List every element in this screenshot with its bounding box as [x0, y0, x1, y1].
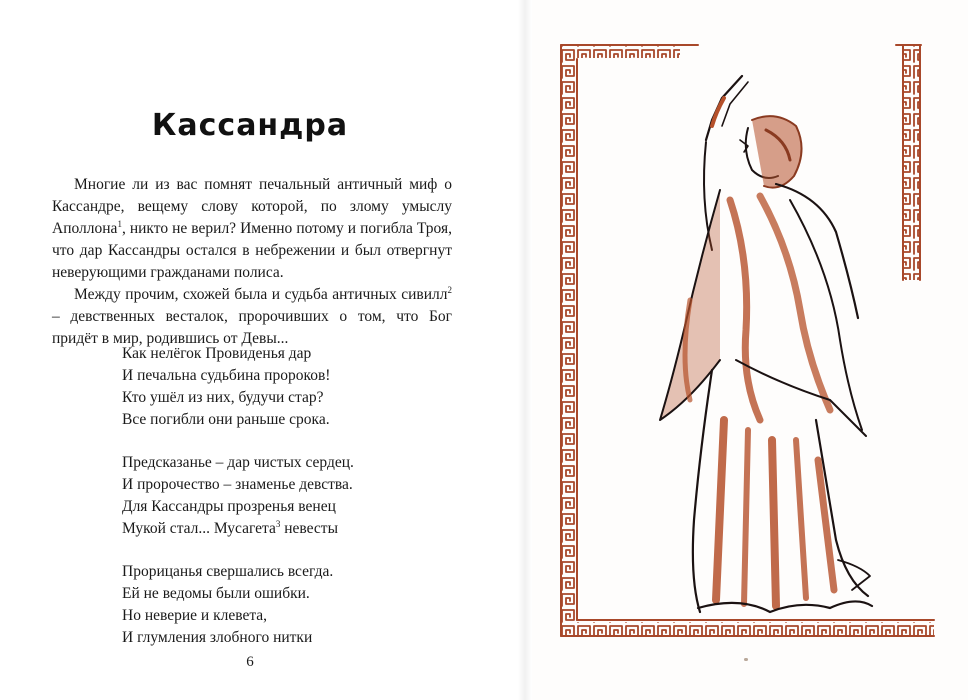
scan-mark — [744, 658, 748, 661]
